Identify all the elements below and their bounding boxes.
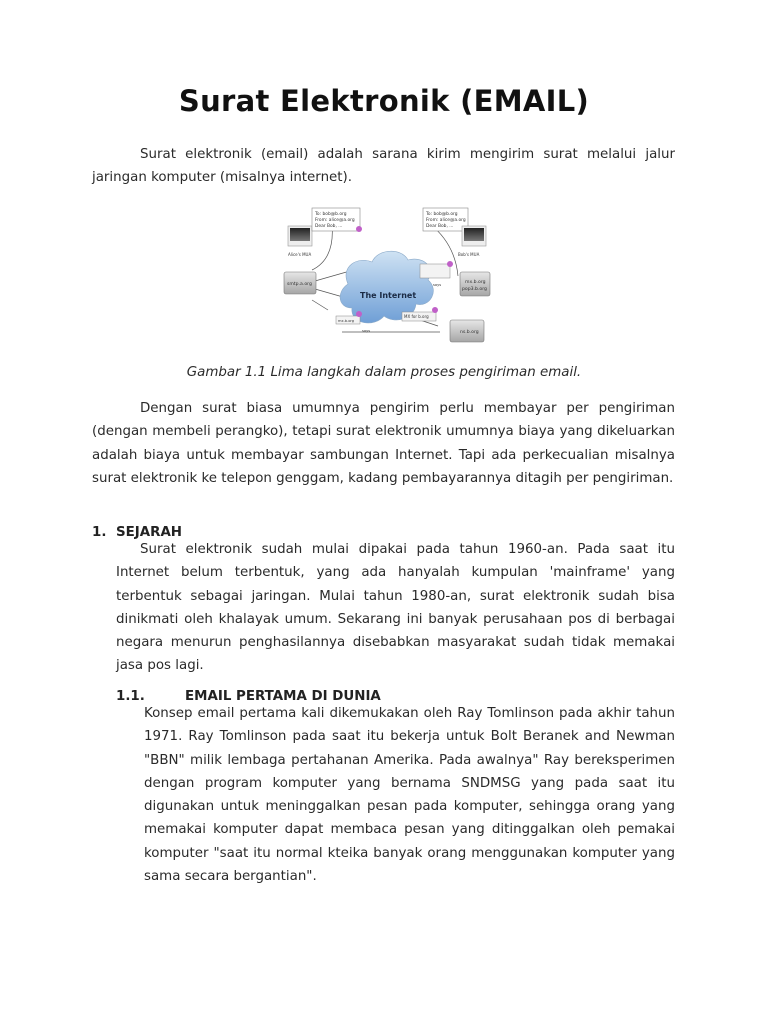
svg-text:smtp.a.org: smtp.a.org: [287, 282, 312, 287]
svg-text:From: alice@a.org: From: alice@a.org: [315, 218, 355, 223]
svg-text:Dear Bob, ...: Dear Bob, ...: [426, 224, 454, 229]
section-number: 1.: [92, 525, 107, 540]
svg-text:Dear Bob, ...: Dear Bob, ...: [315, 224, 343, 229]
email-flow-diagram: [280, 204, 492, 350]
section-1-1-body: [144, 702, 675, 888]
subsection-number: 1.1.: [116, 689, 145, 704]
svg-text:mx.b.org: mx.b.org: [338, 319, 355, 323]
svg-text:says: says: [362, 329, 371, 333]
ns-server-box: [450, 320, 484, 342]
intro-text: Surat elektronik (email) adalah sarana kirim mengirim surat melalui jalur jaringan komputer (misalnya internet).: [92, 147, 675, 186]
paragraph-2: [92, 397, 675, 490]
svg-text:Bob's MUA: Bob's MUA: [458, 252, 480, 257]
page-title: Surat Elektronik (EMAIL): [178, 84, 590, 118]
alice-letter-note: [312, 208, 362, 232]
svg-text:To: bob@b.org: To: bob@b.org: [426, 212, 458, 217]
subsection-title: EMAIL PERTAMA DI DUNIA: [185, 689, 381, 704]
section-1-text: Surat elektronik sudah mulai dipakai pada tahun 1960-an. Pada saat itu Internet belum terbentuk, yang ada hanyalah kumpulan 'mainframe' yang terbentuk sebagai jaringan. Mulai tahun 1980-an, surat elektronik sudah bisa dinikmati oleh khalayak umum. Sekarang ini banyak perusahaan pos di berbagai negara menurun penghasilannya disebabkan masyarakat sudah tidak memakai jasa pos lagi.: [116, 542, 675, 674]
svg-text:To: bob@b.org: To: bob@b.org: [315, 212, 347, 217]
section-title: SEJARAH: [116, 525, 183, 540]
smtp-server-box: [284, 272, 316, 294]
alice-computer-icon: [288, 226, 312, 257]
svg-text:From: alice@a.org: From: alice@a.org: [426, 218, 466, 223]
bob-computer-icon: [458, 226, 486, 257]
svg-text:says: says: [433, 283, 442, 287]
svg-text:ns.b.org: ns.b.org: [460, 330, 479, 335]
svg-text:pop3.b.org: pop3.b.org: [462, 287, 487, 292]
section-1-body: [116, 538, 675, 678]
svg-text:mx.b.org: mx.b.org: [465, 280, 486, 285]
svg-text:Alice's MUA: Alice's MUA: [288, 252, 312, 257]
section-1-1-text: Konsep email pertama kali dikemukakan oleh Ray Tomlinson pada akhir tahun 1971. Ray Tomlinson pada saat itu bekerja untuk Bolt Beranek and Newman "BBN" milik lembaga pertahanan Amerika. Pada awalnya" Ray bereksperimen dengan program komputer yang bernama SNDMSG yang pada saat itu digunakan untuk meninggalkan pesan pada komputer, sehingga orang yang memakai komputer dapat membaca pesan yang ditinggalkan oleh pemakai komputer "saat itu normal kteika banyak orang menggunakan komputer yang sama secara bergantian".: [144, 706, 675, 885]
paragraph-2-text: Dengan surat biasa umumnya pengirim perlu membayar per pengiriman (dengan membeli perangko), tetapi surat elektronik umumnya biaya yang dikeluarkan adalah biaya untuk membayar sambungan Internet. Tapi ada perkecualian misalnya surat elektronik ke telepon genggam, kadang pembayarannya ditagih per pengiriman.: [92, 401, 675, 486]
intro-paragraph: [92, 143, 675, 190]
figure-caption: Gambar 1.1 Lima langkah dalam proses pengiriman email.: [186, 365, 582, 380]
mx-server-box: [460, 272, 490, 296]
svg-text:The Internet: The Internet: [360, 291, 417, 300]
svg-text:MX for b.org: MX for b.org: [404, 314, 429, 319]
